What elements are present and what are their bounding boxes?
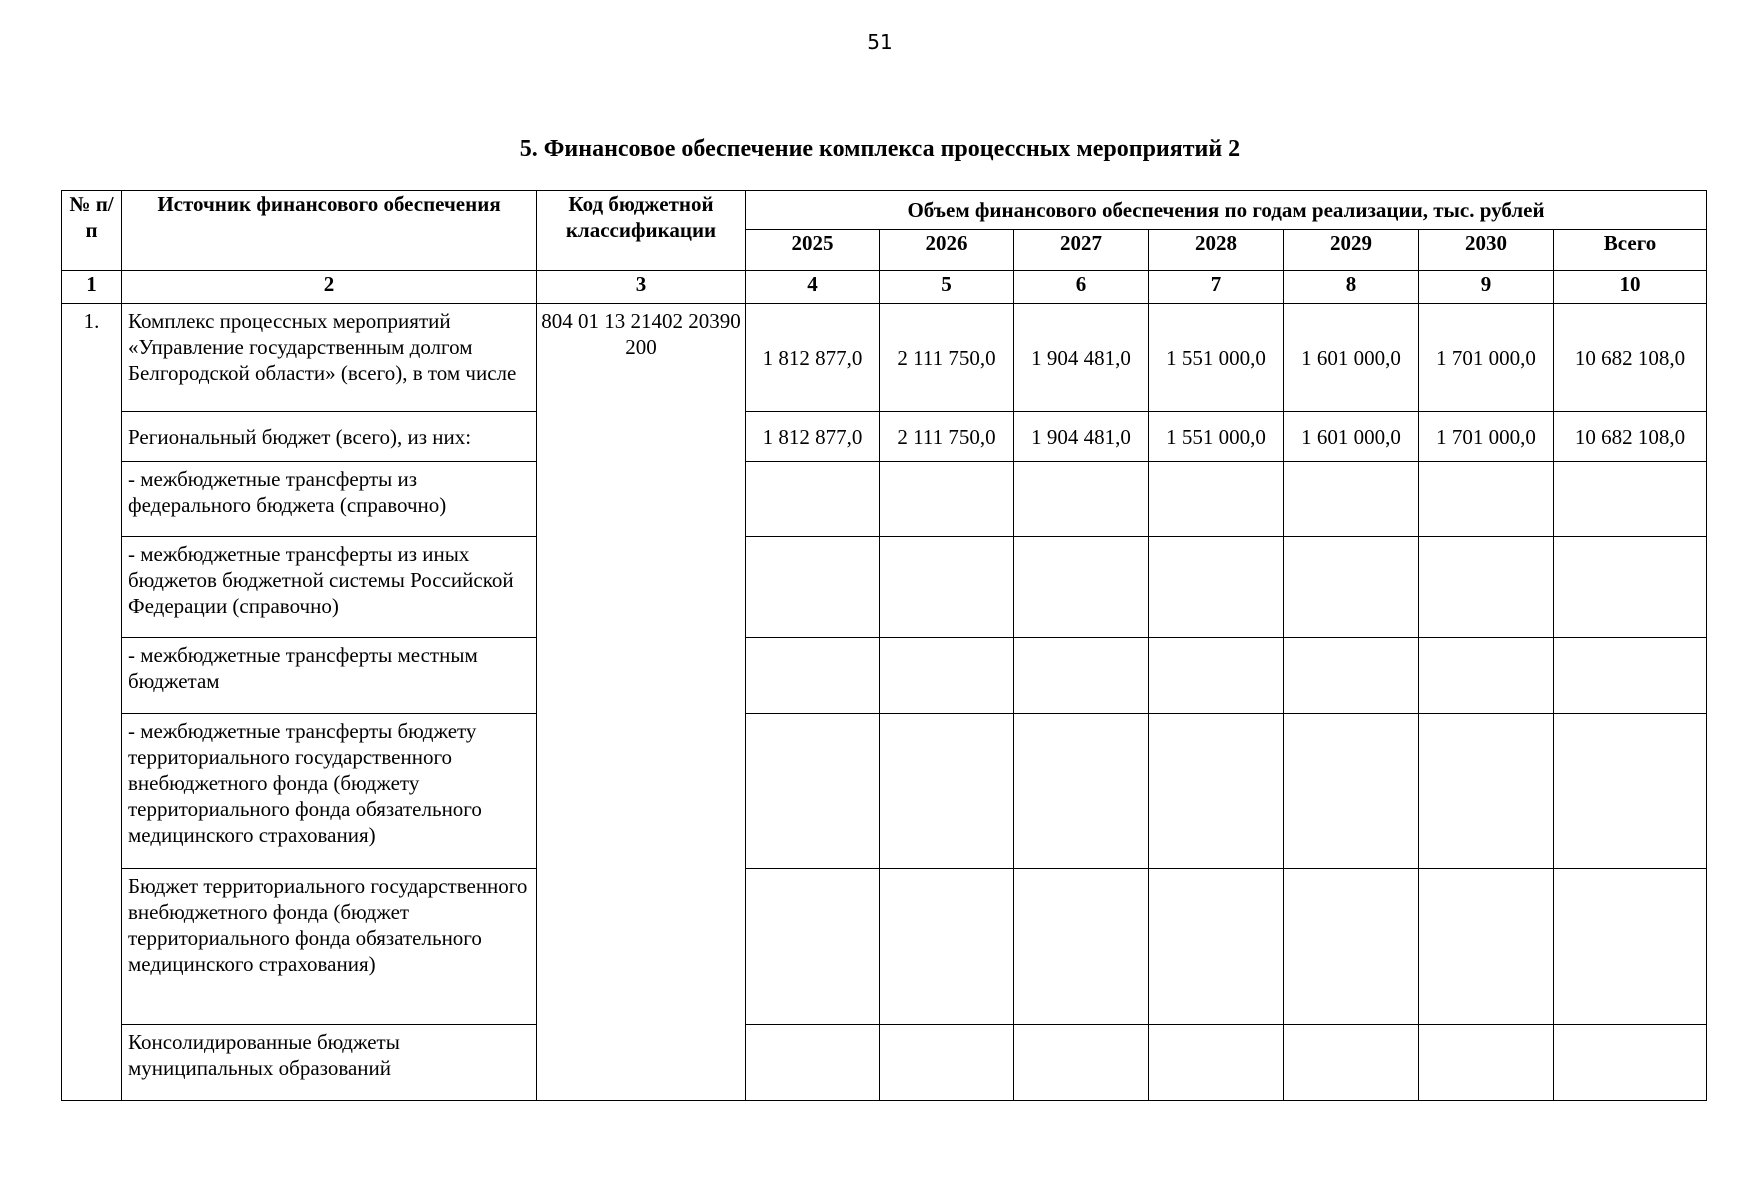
value-cell-total: 10 682 108,0 xyxy=(1554,412,1707,462)
header-source: Источник финансового обеспечения xyxy=(122,191,537,271)
table-row xyxy=(62,304,1707,412)
column-number: 2 xyxy=(122,271,537,304)
header-year: 2026 xyxy=(880,230,1014,271)
header-code: Код бюджетной классификации xyxy=(537,191,746,271)
value-cell xyxy=(880,537,1014,638)
column-number: 1 xyxy=(62,271,122,304)
value-cell xyxy=(1149,1025,1284,1101)
column-number: 6 xyxy=(1014,271,1149,304)
column-number: 3 xyxy=(537,271,746,304)
value-cell xyxy=(1284,869,1419,1025)
value-cell xyxy=(746,1025,880,1101)
document-title: 5. Финансовое обеспечение комплекса процессных мероприятий 2 xyxy=(519,136,1241,162)
column-number: 10 xyxy=(1554,271,1707,304)
header-year: 2027 xyxy=(1014,230,1149,271)
value-cell-total xyxy=(1554,462,1707,537)
header-volume: Объем финансового обеспечения по годам реализации, тыс. рублей xyxy=(746,191,1707,230)
value-cell xyxy=(1014,1025,1149,1101)
value-cell xyxy=(1149,714,1284,869)
column-number: 9 xyxy=(1419,271,1554,304)
value-cell xyxy=(1014,537,1149,638)
value-cell: 1 812 877,0 xyxy=(746,304,880,412)
header-year: 2029 xyxy=(1284,230,1419,271)
value-cell xyxy=(746,462,880,537)
source-cell: - межбюджетные трансферты местным бюджетам xyxy=(122,638,537,714)
value-cell: 1 601 000,0 xyxy=(1284,304,1419,412)
value-cell xyxy=(1014,462,1149,537)
value-cell xyxy=(746,638,880,714)
value-cell: 1 601 000,0 xyxy=(1284,412,1419,462)
value-cell xyxy=(1149,537,1284,638)
value-cell xyxy=(1419,869,1554,1025)
value-cell-total xyxy=(1554,537,1707,638)
table-row xyxy=(62,869,1707,1025)
source-cell: Комплекс процессных мероприятий «Управление государственным долгом Белгородской области» (всего), в том числе xyxy=(122,304,537,412)
value-cell xyxy=(746,869,880,1025)
value-cell xyxy=(1149,462,1284,537)
value-cell xyxy=(1419,714,1554,869)
table-row xyxy=(62,1025,1707,1101)
value-cell xyxy=(880,638,1014,714)
source-cell: Консолидированные бюджеты муниципальных образований xyxy=(122,1025,537,1101)
value-cell: 1 701 000,0 xyxy=(1419,304,1554,412)
budget-code-cell: 804 01 13 21402 20390 200 xyxy=(537,304,746,1101)
value-cell xyxy=(1014,638,1149,714)
financing-table xyxy=(61,190,1707,1101)
value-cell xyxy=(746,537,880,638)
header-number: № п/п xyxy=(62,191,122,271)
value-cell xyxy=(746,714,880,869)
value-cell: 2 111 750,0 xyxy=(880,412,1014,462)
value-cell xyxy=(880,1025,1014,1101)
value-cell-total xyxy=(1554,1025,1707,1101)
page-number: 51 xyxy=(867,30,893,54)
value-cell xyxy=(1149,869,1284,1025)
value-cell xyxy=(1419,462,1554,537)
source-cell: Бюджет территориального государственного внебюджетного фонда (бюджет территориального фонда обязательного медицинского страхования) xyxy=(122,869,537,1025)
value-cell: 1 551 000,0 xyxy=(1149,412,1284,462)
column-number: 8 xyxy=(1284,271,1419,304)
source-cell: - межбюджетные трансферты бюджету территориального государственного внебюджетного фонда (бюджету территориального фонда обязательного медицинского страхования) xyxy=(122,714,537,869)
value-cell xyxy=(1284,462,1419,537)
value-cell xyxy=(1419,638,1554,714)
header-total: Всего xyxy=(1554,230,1707,271)
row-number: 1. xyxy=(62,304,122,1101)
source-cell: - межбюджетные трансферты из федерального бюджета (справочно) xyxy=(122,462,537,537)
table-row xyxy=(62,638,1707,714)
value-cell: 2 111 750,0 xyxy=(880,304,1014,412)
table-row xyxy=(62,714,1707,869)
value-cell xyxy=(1284,537,1419,638)
value-cell xyxy=(1014,714,1149,869)
value-cell: 1 904 481,0 xyxy=(1014,412,1149,462)
value-cell xyxy=(1014,869,1149,1025)
value-cell xyxy=(880,869,1014,1025)
value-cell-total xyxy=(1554,638,1707,714)
value-cell xyxy=(1284,638,1419,714)
source-cell: - межбюджетные трансферты из иных бюджетов бюджетной системы Российской Федерации (справочно) xyxy=(122,537,537,638)
value-cell: 1 551 000,0 xyxy=(1149,304,1284,412)
value-cell-total xyxy=(1554,714,1707,869)
value-cell-total: 10 682 108,0 xyxy=(1554,304,1707,412)
table-row xyxy=(62,412,1707,462)
header-year: 2025 xyxy=(746,230,880,271)
header-year: 2028 xyxy=(1149,230,1284,271)
table-row xyxy=(62,462,1707,537)
value-cell xyxy=(1284,714,1419,869)
value-cell xyxy=(1149,638,1284,714)
value-cell xyxy=(1284,1025,1419,1101)
header-year: 2030 xyxy=(1419,230,1554,271)
value-cell xyxy=(1419,537,1554,638)
value-cell xyxy=(880,714,1014,869)
source-cell: Региональный бюджет (всего), из них: xyxy=(122,412,537,462)
value-cell xyxy=(1419,1025,1554,1101)
value-cell-total xyxy=(1554,869,1707,1025)
value-cell: 1 904 481,0 xyxy=(1014,304,1149,412)
column-number: 7 xyxy=(1149,271,1284,304)
value-cell: 1 701 000,0 xyxy=(1419,412,1554,462)
value-cell: 1 812 877,0 xyxy=(746,412,880,462)
table-row xyxy=(62,537,1707,638)
value-cell xyxy=(880,462,1014,537)
column-number: 5 xyxy=(880,271,1014,304)
column-number: 4 xyxy=(746,271,880,304)
